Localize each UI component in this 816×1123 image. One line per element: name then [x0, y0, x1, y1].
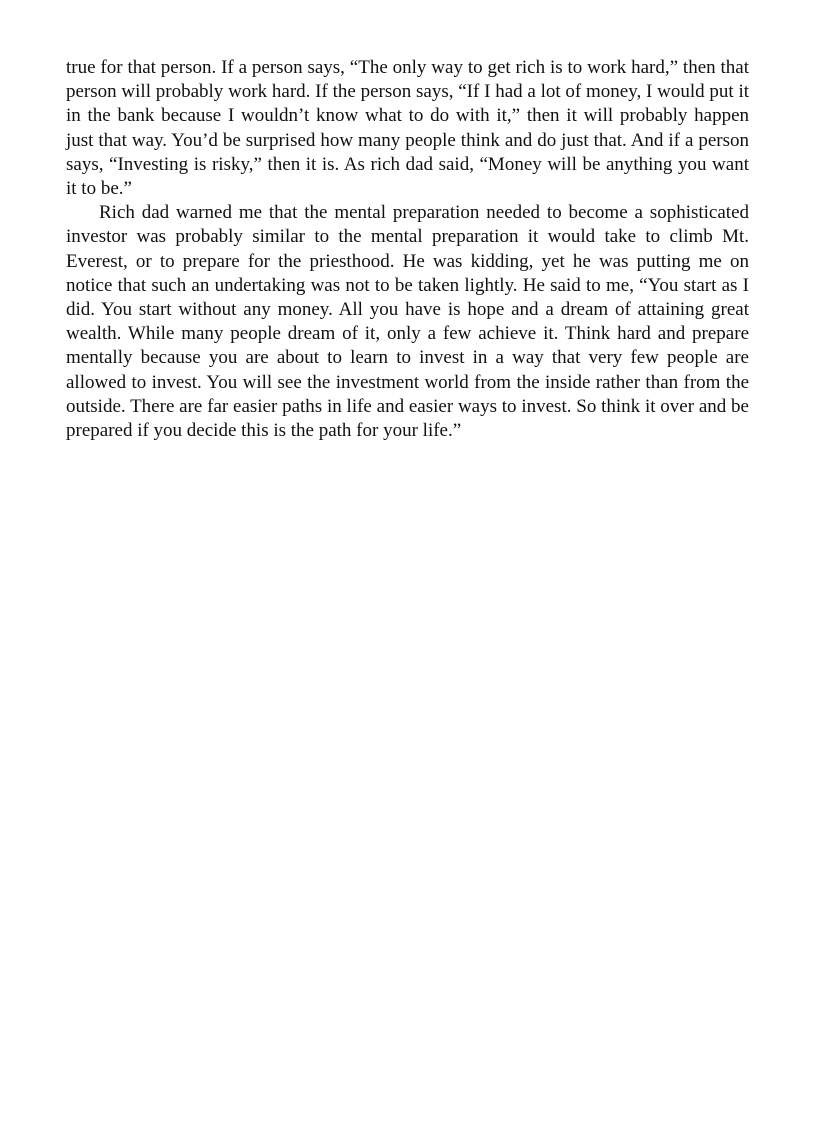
- paragraph-continuation: true for that person. If a person says, “The only way to get rich is to work hard,” then that person will probably work hard. If the person says, “If I had a lot of money, I would put it in the bank because I wouldn’t know what to do with it,” then it will probably happen just that way. You’d be surprised how many people think and do just that. And if a person says, “Investing is risky,” then it is. As rich dad said, “Money will be anything you want it to be.”: [66, 57, 749, 200]
- paragraph-rich-dad-warning: Rich dad warned me that the mental preparation needed to become a sophisticated investor was probably similar to the mental preparation it would take to climb Mt. Everest, or to prepare for the priesthood. He was kidding, yet he was putting me on notice that such an undertaking was not to be taken lightly. He said to me, “You start as I did. You start without any money. All you have is hope and a dream of attaining great wealth. While many people dream of it, only a few achieve it. Think hard and prepare mentally because you are about to learn to invest in a way that very few people are allowed to invest. You will see the investment world from the inside rather than from the outside. There are far easier paths in life and easier ways to invest. So think it over and be prepared if you decide this is the path for your life.”: [66, 202, 749, 442]
- page-body: [66, 56, 749, 443]
